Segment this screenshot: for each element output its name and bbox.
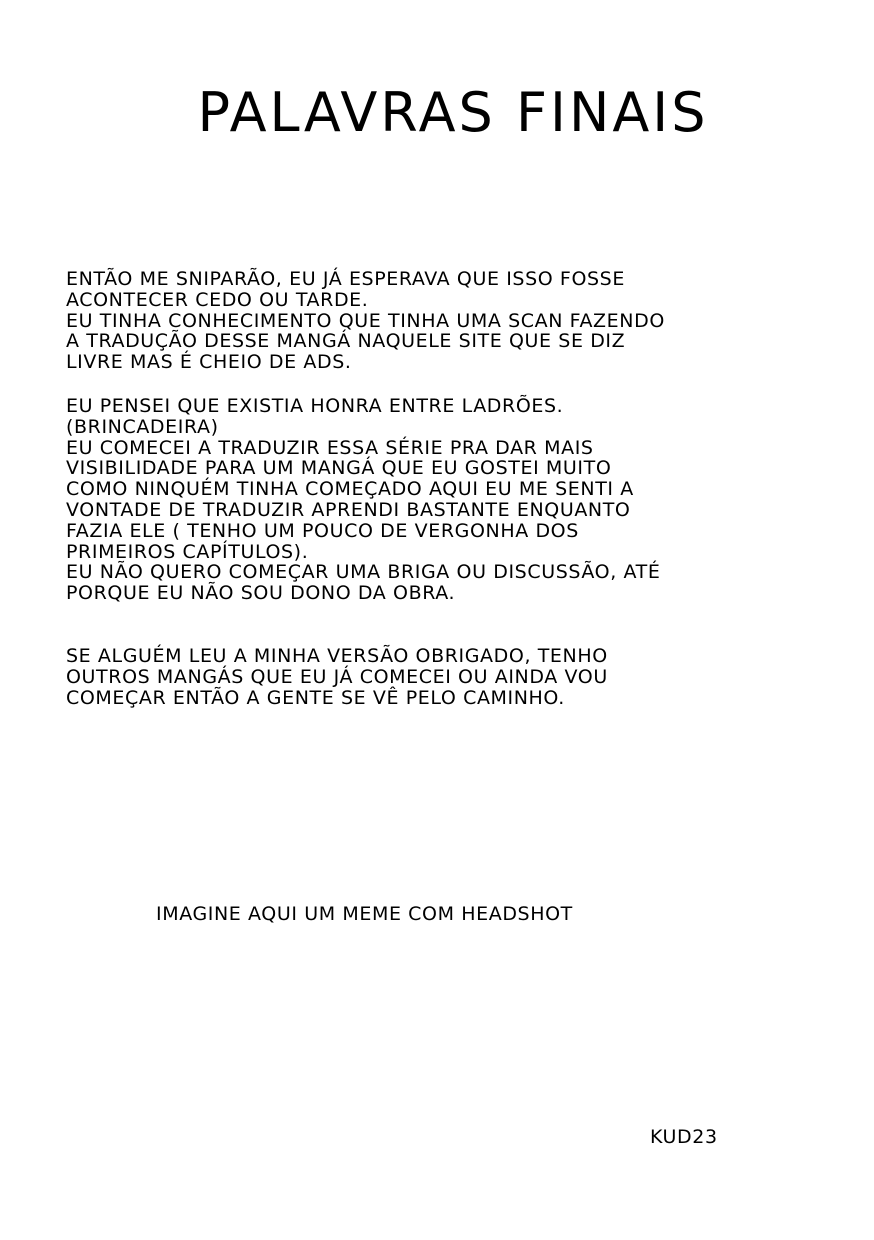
text-line: EU TINHA CONHECIMENTO QUE TINHA UMA SCAN FAZENDO (66, 309, 665, 332)
text-line: COMO NINQUÉM TINHA COMEÇADO AQUI EU ME SENTI A (66, 478, 634, 501)
text-line: ACONTECER CEDO OU TARDE. (66, 288, 369, 311)
page-title: PALAVRAS FINAIS (197, 81, 709, 144)
text-line: PRIMEIROS CAPÍTULOS). (66, 540, 309, 563)
text-line: (BRINCADEIRA) (66, 415, 219, 438)
text-line: EU COMECEI A TRADUZIR ESSA SÉRIE PRA DAR MAIS (66, 436, 594, 459)
text-line: EU NÃO QUERO COMEÇAR UMA BRIGA OU DISCUSSÃO, ATÉ (66, 561, 661, 584)
paragraph-reasons (66, 396, 746, 604)
text-line: FAZIA ELE ( TENHO UM POUCO DE VERGONHA DOS (66, 519, 579, 542)
text-line: SE ALGUÉM LEU A MINHA VERSÃO OBRIGADO, TENHO (66, 645, 608, 667)
text-line: EU PENSEI QUE EXISTIA HONRA ENTRE LADRÕES. (66, 395, 564, 417)
text-line: A TRADUÇÃO DESSE MANGÁ NAQUELE SITE QUE SE DIZ (66, 330, 626, 353)
text-line: VONTADE DE TRADUZIR APRENDI BASTANTE ENQUANTO (66, 498, 631, 521)
text-line: PORQUE EU NÃO SOU DONO DA OBRA. (66, 582, 456, 605)
text-line: LIVRE MAS É CHEIO DE ADS. (66, 351, 352, 374)
paragraph-sniped (66, 269, 746, 373)
signature: KUD23 (650, 1126, 718, 1148)
text-line: VISIBILIDADE PARA UM MANGÁ QUE EU GOSTEI MUITO (66, 457, 612, 480)
text-line: COMEÇAR ENTÃO A GENTE SE VÊ PELO CAMINHO. (66, 686, 565, 709)
meme-placeholder-text: IMAGINE AQUI UM MEME COM HEADSHOT (156, 903, 573, 925)
text-line: OUTROS MANGÁS QUE EU JÁ COMECEI OU AINDA VOU (66, 665, 608, 688)
paragraph-thanks (66, 646, 746, 708)
text-line: ENTÃO ME SNIPARÃO, EU JÁ ESPERAVA QUE ISSO FOSSE (66, 268, 625, 290)
